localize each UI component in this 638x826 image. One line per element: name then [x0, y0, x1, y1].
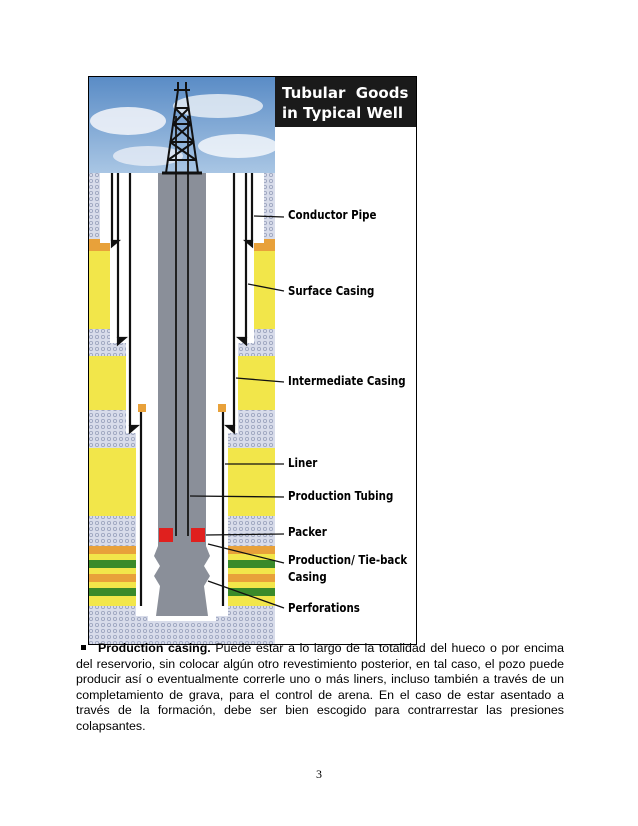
packer-right: [191, 528, 205, 542]
label-production-tieback-casing: Casing: [288, 569, 327, 584]
label-conductor-pipe: Conductor Pipe: [288, 207, 377, 222]
label-perforations: Perforations: [288, 600, 360, 615]
figure-title-line-2: in Typical Well: [282, 104, 403, 122]
label-intermediate-casing: Intermediate Casing: [288, 373, 406, 388]
paragraph-body: Puede estar a lo largo de la totalidad del hueco o por encima del reservorio, sin colocar algún otro revestimiento posterior, en tal caso, el pozo puede producir así o eventualmente correrle uno o más liners, incluso también a través de un completamiento de grava, para el control de arena. En el caso de estar asentado a través de la formación, debe ser bien escogido para contrarrestar las presiones colapsantes.: [76, 641, 565, 733]
packer-left: [159, 528, 173, 542]
body-paragraph: [76, 641, 564, 735]
tubular-goods-figure: [88, 76, 420, 646]
label-surface-casing: Surface Casing: [288, 283, 375, 298]
production-column: [154, 116, 210, 616]
figure-title-line-1: Tubular Goods: [282, 84, 409, 102]
page-number: 3: [316, 767, 322, 781]
label-production-tieback: Production/ Tie-back: [288, 552, 408, 567]
paragraph-heading: Production casing.: [98, 641, 211, 655]
label-production-tubing: Production Tubing: [288, 488, 394, 503]
label-liner: Liner: [288, 455, 318, 470]
bullet-icon: [81, 645, 86, 650]
label-packer: Packer: [288, 524, 327, 539]
